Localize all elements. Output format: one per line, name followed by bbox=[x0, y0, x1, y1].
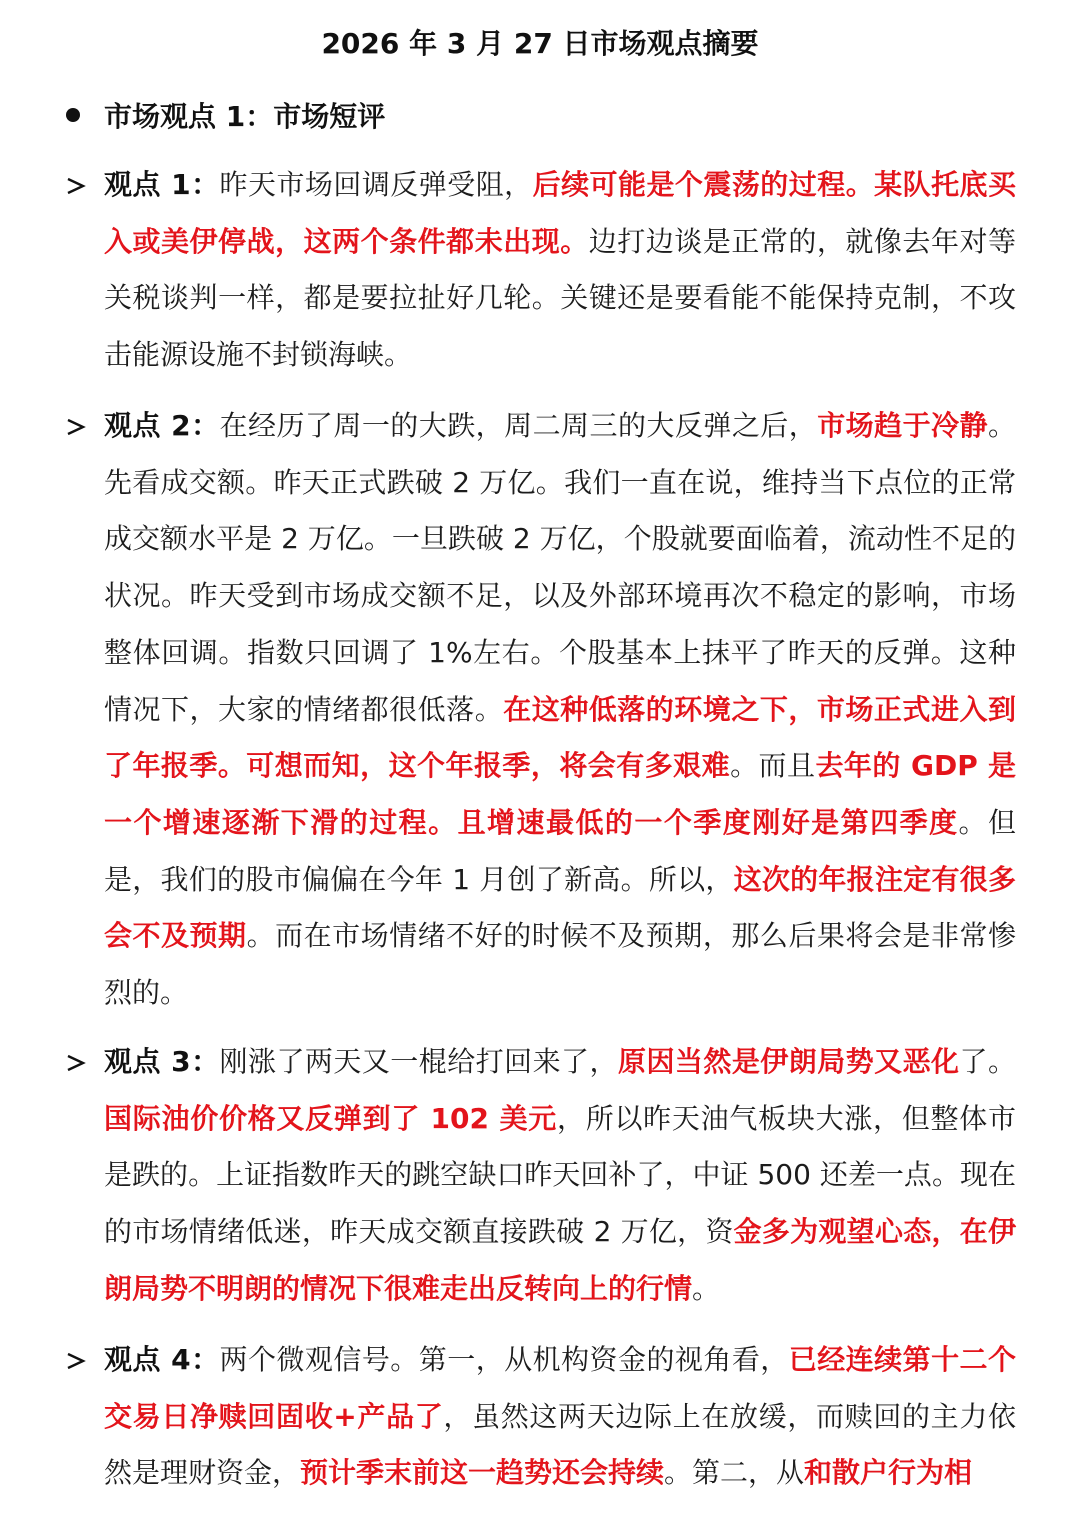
body-text: 了。 bbox=[959, 1045, 1016, 1078]
point-body bbox=[104, 1045, 1016, 1305]
highlighted-text: 后续可能是个震荡的过程。某队托底买入或美伊停战，这两个条件都未出现。 bbox=[104, 168, 1016, 258]
highlighted-text: 金多为观望心态，在伊朗局势不明朗的情况下很难走出反转向上的行情 bbox=[104, 1215, 1016, 1305]
body-text: 。但是，我们的股市偏偏在今年 1 月创了新高。所以， bbox=[104, 805, 1016, 896]
highlighted-text: 去年的 GDP 是一个增速逐渐下滑的过程。且增速最低的一个季度刚好是第四季度 bbox=[104, 749, 1016, 839]
body-text: 边打边谈是正常的，就像去年对等关税谈判一样，都是要拉扯好几轮。关键还是要看能不能保持克制，不攻击能源设施不封锁海峡。 bbox=[104, 224, 1016, 372]
highlighted-text: 预计季末前这一趋势还会持续 bbox=[300, 1456, 665, 1490]
point-body bbox=[104, 409, 1016, 1009]
point-body bbox=[104, 168, 1016, 371]
body-text: 。第二，从 bbox=[664, 1456, 805, 1490]
point-body bbox=[104, 1343, 1016, 1489]
body-text: 。而且 bbox=[730, 749, 816, 783]
highlighted-text: 在这种低落的环境之下，市场正式进入到了年报季。可想而知，这个年报季，将会有多艰难 bbox=[104, 692, 1016, 783]
body-text: 昨天市场回调反弹受阻， bbox=[219, 168, 533, 201]
arrow-bullet-icon bbox=[64, 1034, 88, 1091]
market-point bbox=[104, 157, 1016, 384]
document-title: 2026 年 3 月 27 日市场观点摘要 bbox=[321, 27, 759, 60]
section-heading-text: 市场观点 1：市场短评 bbox=[104, 100, 386, 133]
body-text: 。先看成交额。昨天正式跌破 2 万亿。我们一直在说，维持当下点位的正常成交额水平是 2 万亿。一旦跌破 2 万亿，个股就要面临着，流动性不足的状况。昨天受到市场成交额不足，以及外部环境再次不稳定的影响，市场整体回调。指数只回调了 1%左右。个股基本上抹平了昨天的反弹。这种情况下，大家的情绪都很低落。 bbox=[104, 409, 1016, 726]
market-point bbox=[104, 398, 1016, 1022]
point-label: 观点 4： bbox=[104, 1343, 220, 1376]
point-label: 观点 2： bbox=[104, 409, 220, 442]
highlighted-text: 国际油价价格又反弹到了 102 美元 bbox=[104, 1101, 557, 1135]
arrow-bullet-icon bbox=[64, 1332, 88, 1389]
body-text: ，所以昨天油气板块大涨，但整体市是跌的。上证指数昨天的跳空缺口昨天回补了，中证 500 还差一点。现在的市场情绪低迷，昨天成交额直接跌破 2 万亿，资 bbox=[104, 1101, 1016, 1249]
point-label: 观点 3： bbox=[104, 1045, 220, 1078]
market-point bbox=[104, 1034, 1016, 1318]
section-heading bbox=[66, 92, 385, 138]
highlighted-text: 市场趋于冷静 bbox=[817, 409, 988, 442]
highlighted-text: 已经连续第十二个交易日净赎回固收+产品了 bbox=[104, 1343, 1016, 1433]
body-text: 。而在市场情绪不好的时候不及预期，那么后果将会是非常惨烈的。 bbox=[104, 919, 1016, 1010]
highlighted-text: 和散户行为相 bbox=[804, 1456, 973, 1490]
market-point bbox=[104, 1332, 1016, 1502]
body-text: 刚涨了两天又一棍给打回来了， bbox=[219, 1045, 618, 1078]
body-text: 在经历了周一的大跌，周二周三的大反弹之后， bbox=[219, 409, 818, 442]
arrow-bullet-icon bbox=[64, 157, 88, 214]
highlighted-text: 原因当然是伊朗局势又恶化 bbox=[617, 1045, 960, 1078]
point-label: 观点 1： bbox=[104, 168, 220, 201]
bullet-dot-icon bbox=[66, 108, 80, 122]
body-text: 。 bbox=[692, 1271, 721, 1305]
arrow-bullet-icon bbox=[64, 398, 88, 455]
highlighted-text: 这次的年报注定有很多会不及预期 bbox=[104, 862, 1016, 953]
body-text: ，虽然这两天边际上在放缓，而赎回的主力依然是理财资金， bbox=[104, 1399, 1016, 1490]
body-text: 两个微观信号。第一，从机构资金的视角看， bbox=[219, 1343, 789, 1376]
